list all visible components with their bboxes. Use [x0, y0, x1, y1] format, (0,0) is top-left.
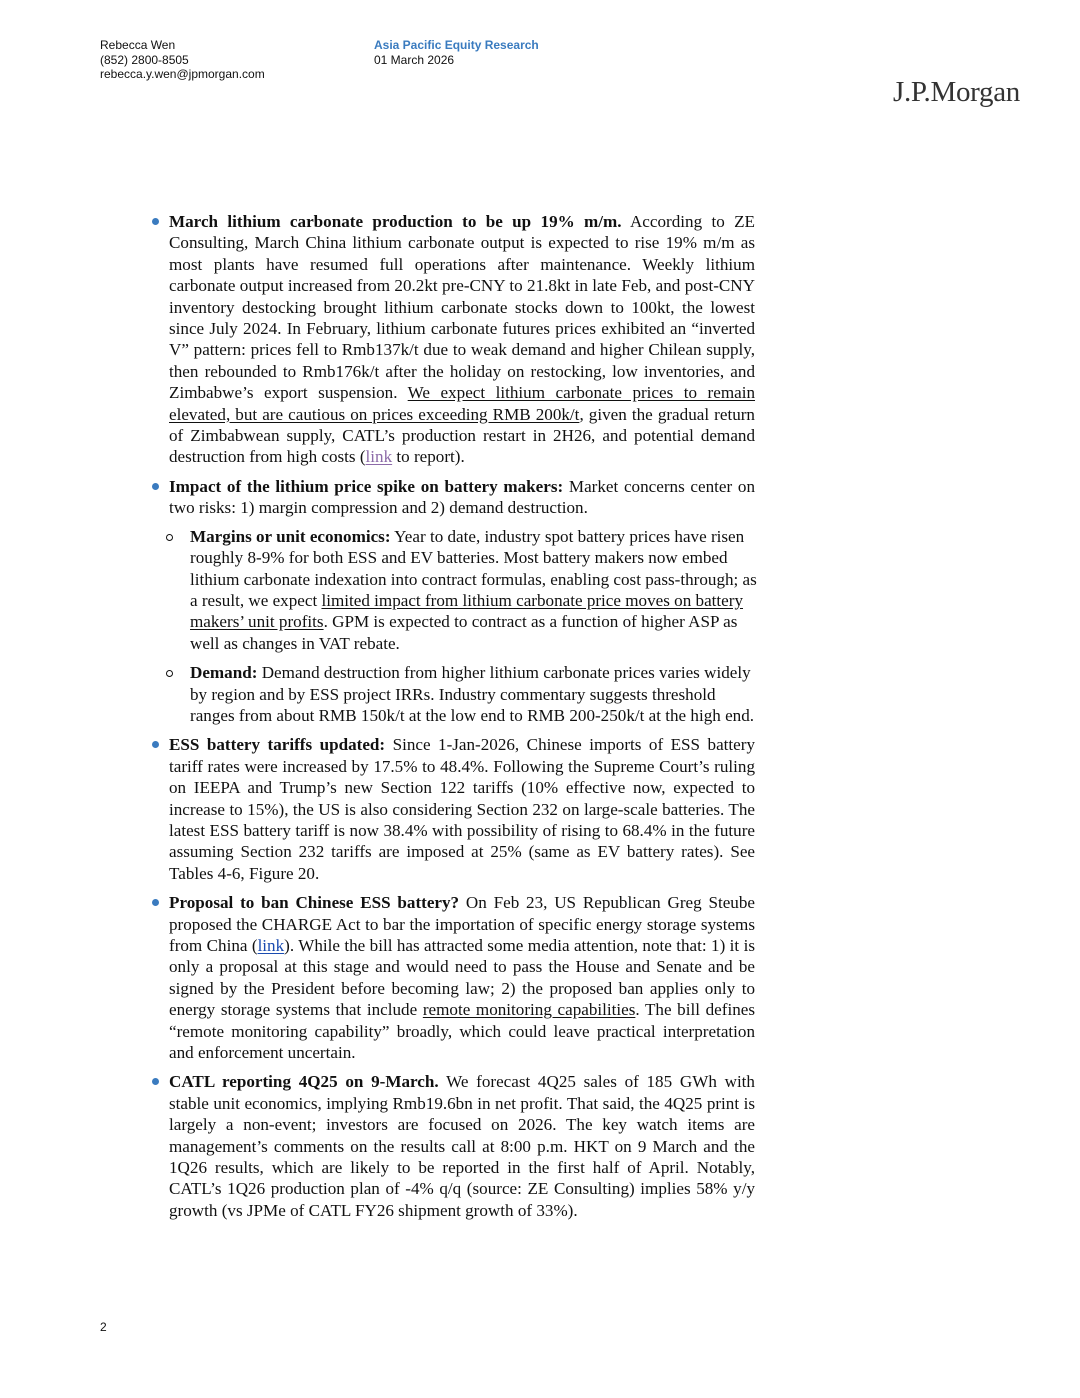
report-date: 01 March 2026: [374, 52, 455, 67]
jpmorgan-logo: J.P.Morgan: [893, 76, 1020, 108]
report-info: [374, 38, 539, 67]
underlined-text: limited impact from lithium carbonate price moves on battery makers’ unit profits: [190, 590, 743, 632]
bullet-lithium-production: [150, 211, 755, 468]
bullet-heading: March lithium carbonate production to be up 19% m/m.: [169, 212, 622, 231]
bullet-icon: [152, 218, 159, 225]
bullet-heading: Impact of the lithium price spike on battery makers:: [169, 476, 564, 496]
subbullet-heading: Demand:: [190, 663, 258, 683]
circle-bullet-icon: [166, 670, 173, 677]
underlined-text: We expect lithium carbonate prices to remain elevated, but are cautious on prices exceeding RMB 200k/t: [169, 383, 756, 424]
bullet-text: According to ZE Consulting, March China lithium carbonate output is expected to rise 19% m/m as most plants have resumed full operations after maintenance. Weekly lithium carbonate output increased from 20.2kt pre-CNY to 21.8kt in late Feb, and post-CNY inventory destocking brought lithium carbonate stocks down to 100kt, the lowest since July 2024. In February, lithium carbonate futures prices exhibited an “inverted V” pattern: prices fell to Rmb137k/t due to weak demand and higher Chilean supply, then rebounded to Rmb176k/t after the holiday on restocking, low inventories, and Zimbabwe’s export suspension.: [169, 212, 755, 403]
document-body: [150, 211, 755, 1229]
subbullet-margins: [150, 526, 763, 654]
bullet-icon: [152, 483, 159, 490]
author-block: [100, 38, 265, 82]
underlined-text: remote monitoring capabilities: [422, 1000, 636, 1020]
author-name: Rebecca Wen: [100, 38, 176, 52]
author-phone: (852) 2800-8505: [100, 52, 189, 67]
bullet-icon: [152, 899, 159, 906]
subbullet-text: Year to date, industry spot battery prices have risen roughly 8-9% for both ESS and EV batteries. Most battery makers now embed lithium carbonate indexation into contract formulas, enabling cost pass-through; as a result, we expect: [190, 526, 757, 610]
circle-bullet-icon: [166, 534, 173, 541]
bullet-catl-reporting: [150, 1071, 755, 1221]
bullet-text: , given the gradual return of Zimbabwean supply, CATL’s production restart in 2H26, and potential demand destruction from high costs (: [169, 404, 755, 467]
subbullet-text: Demand destruction from higher lithium carbonate prices varies widely by region and by ESS project IRRs. Industry commentary suggests threshold ranges from about RMB 150k/t at the low end to RMB 200-250k/t at the high end.: [190, 663, 755, 725]
bullet-text: On Feb 23, US Republican Greg Steube proposed the CHARGE Act to bar the importation of specific energy storage systems from China (: [169, 893, 755, 955]
page-number: 2: [100, 1320, 107, 1334]
bullet-icon: [152, 741, 159, 748]
bullet-ess-ban-proposal: [150, 892, 755, 1063]
bullet-heading: ESS battery tariffs updated:: [169, 735, 386, 755]
bullet-battery-makers: [150, 476, 755, 519]
subbullet-heading: Margins or unit economics:: [190, 526, 391, 546]
subbullet-text: . GPM is expected to contract as a function of higher ASP as well as changes in VAT rebate.: [190, 612, 738, 653]
bullet-ess-tariffs: [150, 734, 755, 884]
bullet-text: Since 1-Jan-2026, Chinese imports of ESS battery tariff rates were increased by 17.5% to 48.4%. Following the Supreme Court’s ruling on IEEPA and Trump’s new Section 122 tariffs (10% effective now, expected to increase to 15%), the US is also considering Section 232 on large-scale batteries. The latest ESS battery tariff is now 38.4% with possibility of rising to 68.4% in the future assuming Section 232 tariffs are imposed at 25% (same as EV battery rates). See Tables 4-6, Figure 20.: [169, 735, 755, 883]
bullet-text: . The bill defines “remote monitoring capability” broadly, which could leave practical interpretation and enforcement uncertain.: [169, 1000, 755, 1063]
bullet-text: We forecast 4Q25 sales of 185 GWh with stable unit economics, implying Rmb19.6bn in net profit. That said, the 4Q25 print is largely a non-event; investors are focused on 2026. The key watch items are management’s comments on the results call at 8:00 p.m. HKT on 9 March and the 1Q26 results, which are likely to be reported in the first half of April. Notably, CATL’s 1Q26 production plan of -4% q/q (source: ZE Consulting) implies 58% y/y growth (vs JPMe of CATL FY26 shipment growth of 33%).: [169, 1072, 755, 1220]
charge-act-link[interactable]: link: [257, 936, 285, 955]
subbullet-demand: [150, 662, 763, 726]
bullet-text: Market concerns center on two risks: 1) margin compression and 2) demand destruction.: [169, 476, 755, 518]
report-link[interactable]: link: [365, 447, 393, 467]
bullet-text: ). While the bill has attracted some media attention, note that: 1) it is only a proposal at this stage and would need to pass the House and Senate and be signed by the President before becoming law; 2) the proposed ban applies only to energy storage systems that include: [169, 936, 755, 1020]
bullet-heading: CATL reporting 4Q25 on 9-March.: [169, 1072, 439, 1092]
bullet-heading: Proposal to ban Chinese ESS battery?: [169, 893, 460, 913]
bullet-text: to report).: [392, 447, 465, 467]
report-title: Asia Pacific Equity Research: [374, 38, 539, 52]
author-email[interactable]: rebecca.y.wen@jpmorgan.com: [100, 67, 265, 81]
bullet-icon: [152, 1078, 159, 1085]
